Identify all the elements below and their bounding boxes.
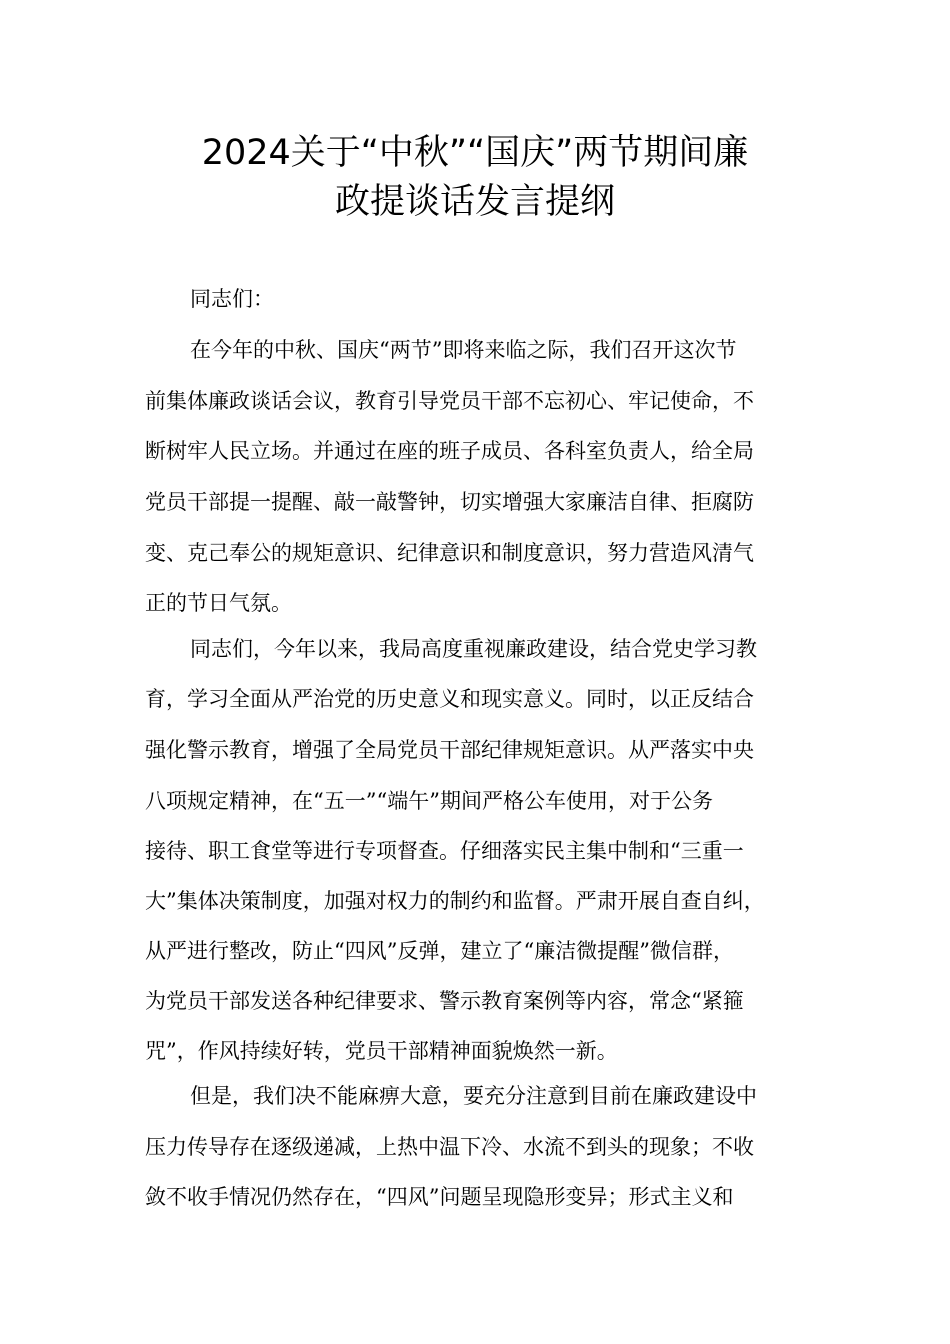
- paragraph-2-line-8: 为党员干部发送各种纪律要求、警示教育案例等内容，常念“紧箍: [145, 989, 744, 1013]
- document-title-line-1: 2024关于“中秋”“国庆”两节期间廉: [201, 133, 749, 173]
- paragraph-1-line-3: 断树牢人民立场。并通过在座的班子成员、各科室负责人，给全局: [145, 439, 754, 463]
- paragraph-2-line-5: 接待、职工食堂等进行专项督查。仔细落实民主集中制和“三重一: [145, 839, 744, 863]
- paragraph-2-line-1: 同志们，今年以来，我局高度重视廉政建设，结合党史学习教: [190, 637, 757, 661]
- paragraph-1-line-5: 变、克己奉公的规矩意识、纪律意识和制度意识，努力营造风清气: [145, 541, 754, 565]
- paragraph-2-line-3: 强化警示教育，增强了全局党员干部纪律规矩意识。从严落实中央: [145, 738, 754, 762]
- paragraph-2-line-6: 大”集体决策制度，加强对权力的制约和监督。严肃开展自查自纠，: [145, 889, 765, 913]
- paragraph-3-line-2: 压力传导存在逐级递减，上热中温下冷、水流不到头的现象；不收: [145, 1135, 754, 1159]
- paragraph-1-line-4: 党员干部提一提醒、敲一敲警钟，切实增强大家廉洁自律、拒腐防: [145, 490, 754, 514]
- paragraph-3-line-3: 敛不收手情况仍然存在，“四风”问题呈现隐形变异；形式主义和: [145, 1185, 734, 1209]
- paragraph-2-line-4: 八项规定精神，在“五一”“端午”期间严格公车使用，对于公务: [145, 789, 713, 813]
- paragraph-1-line-1: 在今年的中秋、国庆“两节”即将来临之际，我们召开这次节: [190, 338, 737, 362]
- paragraph-2-line-7: 从严进行整改，防止“四风”反弹，建立了“廉洁微提醒”微信群，: [145, 939, 734, 963]
- salutation-line: 同志们：: [190, 287, 274, 311]
- document-title-line-2: 政提谈话发言提纲: [334, 182, 615, 222]
- paragraph-1-line-2: 前集体廉政谈话会议，教育引导党员干部不忘初心、牢记使命，不: [145, 389, 754, 413]
- paragraph-2-line-2: 育，学习全面从严治党的历史意义和现实意义。同时，以正反结合: [145, 687, 754, 711]
- paragraph-2-line-9: 咒”，作风持续好转，党员干部精神面貌焕然一新。: [145, 1039, 618, 1063]
- paragraph-3-line-1: 但是，我们决不能麻痹大意，要充分注意到目前在廉政建设中: [190, 1084, 757, 1108]
- paragraph-1-line-6: 正的节日气氛。: [145, 591, 292, 615]
